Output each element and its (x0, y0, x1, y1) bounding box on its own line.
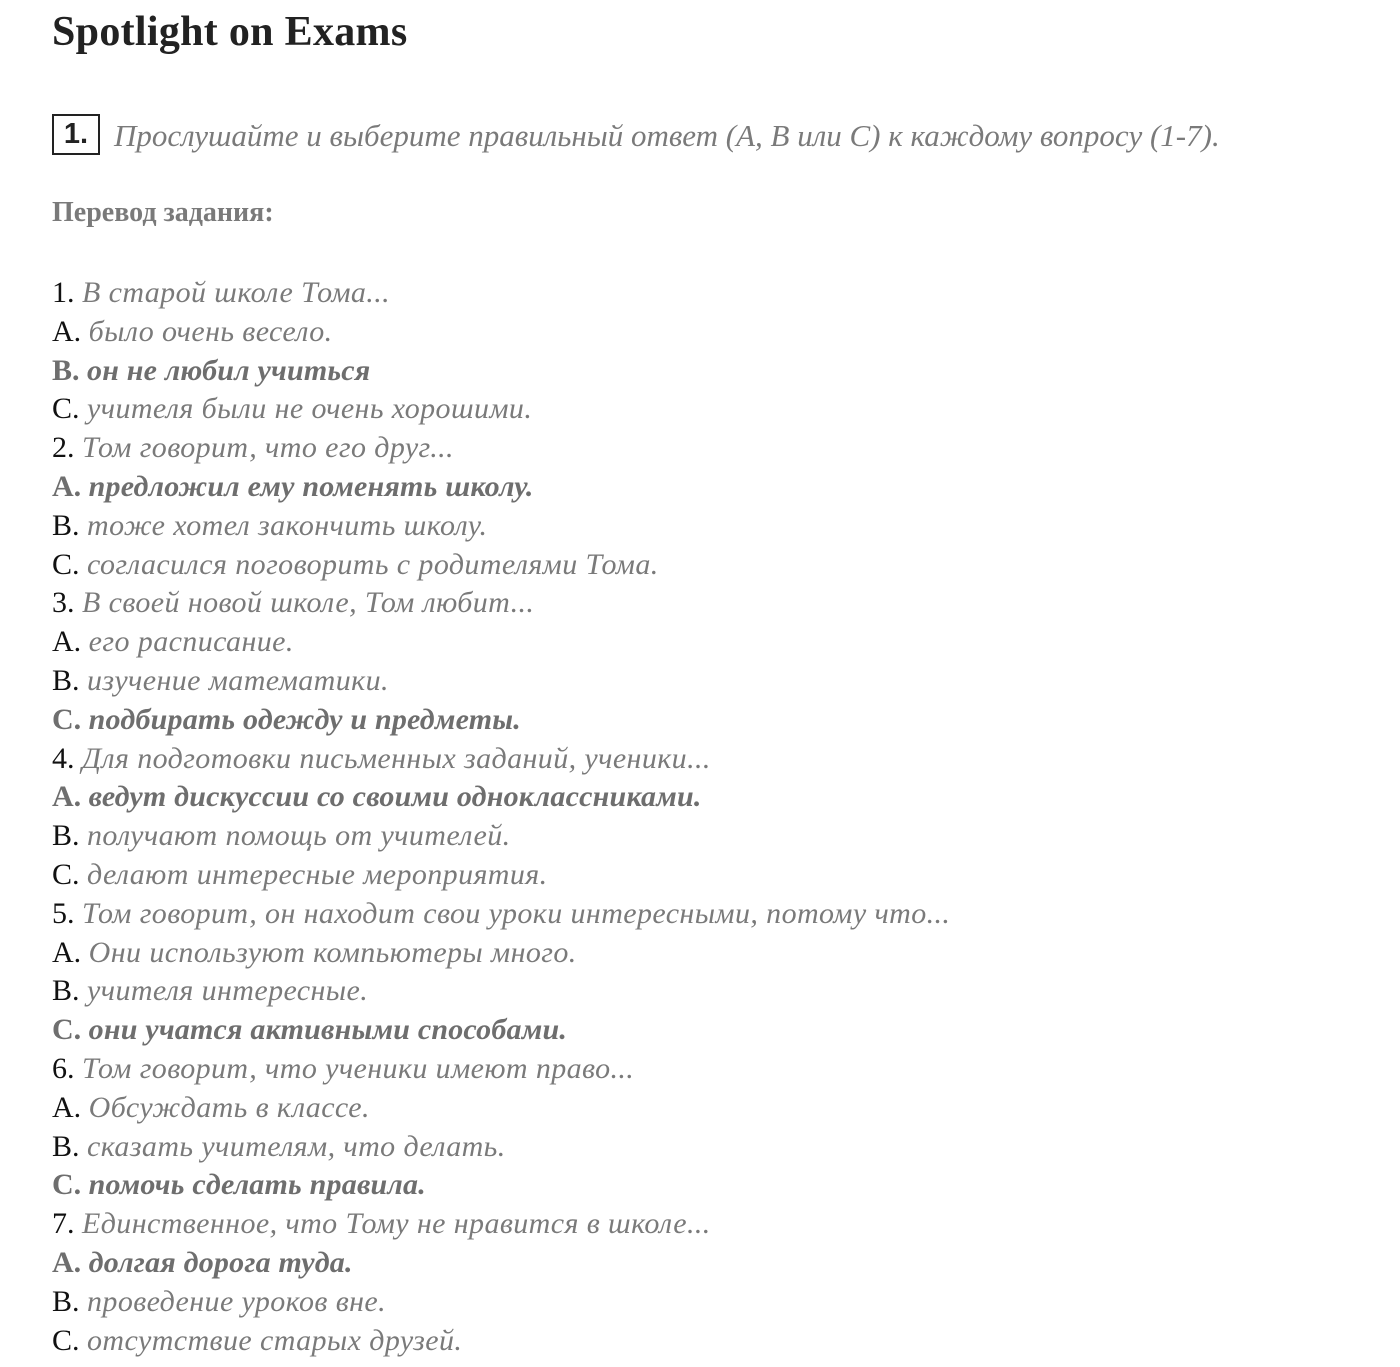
answer-option (52, 1089, 1382, 1128)
question-number: 5. (52, 896, 82, 930)
answer-option-correct (52, 1244, 1382, 1283)
task-header (52, 114, 1220, 158)
option-label: C. (52, 857, 88, 891)
answer-option (52, 507, 1382, 546)
question-list (52, 274, 1382, 1360)
option-text: долгая дорога туда. (88, 1245, 353, 1279)
option-label: A. (52, 1245, 89, 1279)
question-line (52, 1050, 1382, 1089)
question-number: 7. (52, 1207, 82, 1241)
option-label: C. (52, 547, 88, 581)
option-text: он не любил учиться (87, 353, 371, 387)
answer-option-correct (52, 352, 1382, 391)
option-text: подбирать одежду и предметы. (88, 702, 522, 736)
option-text: его расписание. (88, 625, 294, 659)
task-number-box: 1. (52, 114, 100, 155)
question-text: В старой школе Тома... (82, 276, 391, 309)
option-text: предложил ему поменять школу. (88, 469, 534, 503)
translation-heading: Перевод задания: (52, 197, 274, 228)
question-text: Том говорит, он находит свои уроки интересными, потому что... (82, 896, 951, 930)
question-number: 1. (52, 276, 82, 309)
question-text: Том говорит, что ученики имеют право... (82, 1051, 635, 1085)
option-label: C. (52, 392, 88, 426)
question-number: 4. (52, 741, 82, 775)
question-line (52, 1205, 1382, 1244)
answer-option (52, 623, 1382, 662)
option-label: B. (52, 1284, 88, 1318)
answer-option (52, 390, 1382, 429)
option-label: B. (52, 1129, 88, 1163)
option-label: B. (52, 819, 88, 853)
option-text: отсутствие старых друзей. (87, 1323, 463, 1357)
option-label: B. (52, 663, 88, 697)
option-label: B. (52, 508, 88, 542)
answer-option (52, 1322, 1382, 1361)
option-text: сказать учителям, что делать. (87, 1129, 506, 1163)
answer-option (52, 856, 1382, 895)
option-label: B. (52, 974, 88, 1008)
option-text: Они используют компьютеры много. (88, 935, 577, 969)
answer-option (52, 1283, 1382, 1322)
option-text: получают помощь от учителей. (87, 819, 511, 853)
answer-option (52, 817, 1382, 856)
option-label: C. (52, 702, 89, 736)
answer-option (52, 313, 1382, 352)
option-label: A. (52, 314, 89, 348)
question-line (52, 429, 1382, 468)
option-text: ведут дискуссии со своими одноклассниками. (88, 780, 702, 814)
option-label: A. (52, 935, 89, 969)
option-label: C. (52, 1168, 89, 1202)
question-text: В своей новой школе, Том любит... (82, 586, 535, 620)
answer-option (52, 1128, 1382, 1167)
answer-option-correct (52, 701, 1382, 740)
answer-option (52, 546, 1382, 585)
answer-option (52, 972, 1382, 1011)
answer-option-correct (52, 468, 1382, 507)
option-label: C. (52, 1323, 88, 1357)
question-text: Том говорит, что его друг... (82, 431, 454, 465)
question-number: 3. (52, 586, 82, 620)
option-label: C. (52, 1013, 89, 1047)
page-title: Spotlight on Exams (52, 9, 408, 55)
option-text: проведение уроков вне. (87, 1284, 387, 1318)
option-label: A. (52, 780, 89, 814)
answer-option-correct (52, 778, 1382, 817)
task-instruction: Прослушайте и выберите правильный ответ (A, B или C) к каждому вопросу (1-7). (114, 118, 1220, 153)
question-line (52, 895, 1382, 934)
option-text: учителя интересные. (87, 974, 369, 1008)
question-line (52, 274, 1382, 313)
option-text: учителя были не очень хорошими. (87, 392, 533, 426)
question-line (52, 740, 1382, 779)
question-line (52, 584, 1382, 623)
option-text: Обсуждать в классе. (88, 1090, 370, 1124)
option-label: A. (52, 625, 89, 659)
option-text: согласился поговорить с родителями Тома. (87, 547, 659, 581)
option-label: A. (52, 1090, 89, 1124)
question-text: Единственное, что Тому не нравится в школе... (82, 1207, 711, 1241)
question-text: Для подготовки письменных заданий, ученики... (82, 741, 711, 775)
option-text: изучение математики. (87, 663, 389, 697)
option-text: помочь сделать правила. (88, 1168, 426, 1202)
answer-option-correct (52, 1011, 1382, 1050)
option-text: они учатся активными способами. (88, 1013, 568, 1047)
option-text: делают интересные мероприятия. (87, 857, 548, 891)
option-text: тоже хотел закончить школу. (87, 508, 488, 542)
question-number: 2. (52, 431, 82, 465)
option-text: было очень весело. (88, 314, 333, 348)
answer-option (52, 934, 1382, 973)
question-number: 6. (52, 1051, 82, 1085)
answer-option (52, 662, 1382, 701)
answer-option-correct (52, 1166, 1382, 1205)
option-label: A. (52, 469, 89, 503)
option-label: B. (52, 353, 88, 387)
